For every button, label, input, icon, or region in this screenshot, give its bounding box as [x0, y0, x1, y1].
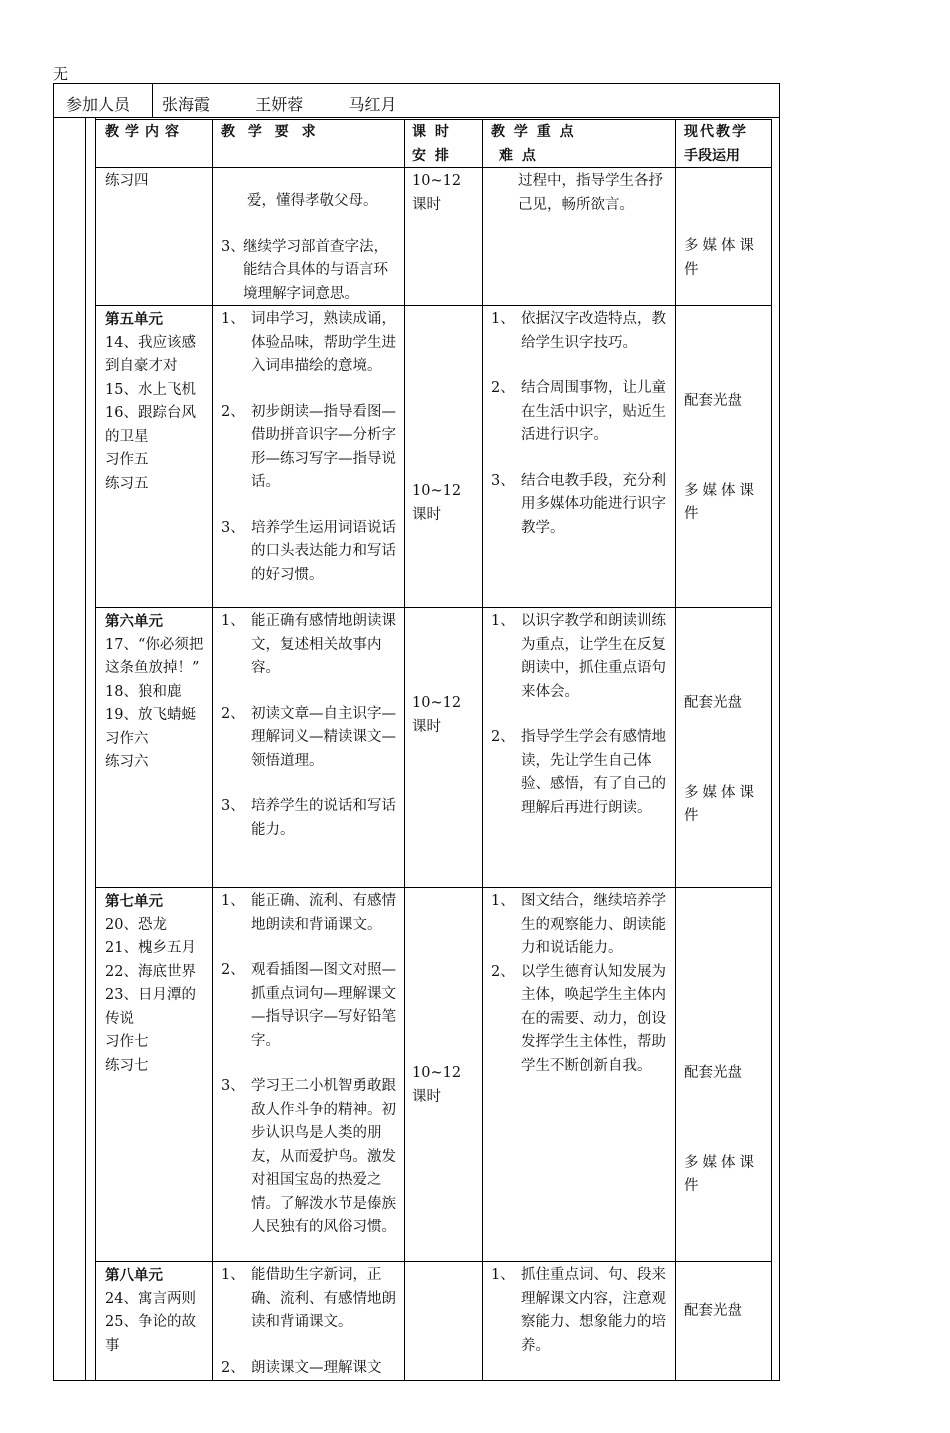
row-content [105, 308, 205, 496]
row-focus [491, 1264, 669, 1358]
top-note: 无 [53, 65, 69, 83]
content-line: 25、争论的故事 [105, 1314, 196, 1354]
content-line: 17、“你必须把这条鱼放掉！” [105, 636, 204, 676]
focus-text: 以识字教学和朗读训练为重点，让学生在反复朗读中，抓住重点语句来体会。 [521, 613, 666, 700]
focus-item [491, 726, 669, 820]
focus-number: 1、 [491, 893, 515, 909]
table-border [95, 607, 772, 608]
row-content [105, 170, 209, 194]
focus-number: 3、 [491, 472, 515, 489]
focus-text: 图文结合，继续培养学生的观察能力、朗读能力和说话能力。 [521, 893, 666, 956]
requirement-text: 朗读课文—理解课文 [251, 1359, 382, 1376]
content-line: 23、日月潭的传说 [105, 987, 196, 1027]
requirement-number: 1、 [221, 613, 245, 629]
header-hours-line1: 课 时 [412, 124, 451, 140]
requirement-item [221, 401, 399, 495]
focus-number: 1、 [491, 613, 515, 629]
focus-item [491, 470, 669, 541]
requirement-item [221, 1357, 399, 1381]
row-hours: 10~12 课时 [412, 1065, 462, 1105]
table-border [95, 117, 96, 1381]
header-content: 教学内容 [105, 124, 185, 140]
requirement-item [221, 795, 399, 842]
focus-number: 2、 [491, 729, 515, 745]
row-media [684, 390, 766, 527]
content-line: 练习六 [105, 754, 149, 770]
header-focus-line2: 难 点 [499, 148, 538, 164]
row-hours: 10~12 课时 [412, 173, 462, 213]
content-line: 15、水上飞机 [105, 381, 196, 398]
table-border [53, 83, 780, 84]
media-item: 多媒体课件 [684, 784, 758, 824]
requirement-item [221, 236, 397, 307]
focus-item [491, 610, 669, 704]
header-hours-line2: 安 排 [412, 148, 451, 164]
row-requirements [221, 1264, 399, 1380]
focus-text: 抓住重点词、句、段来理解课文内容，注意观察能力、想象能力的培养。 [521, 1267, 666, 1354]
header-media [684, 120, 748, 168]
focus-text: 以学生德育认知发展为主体，唤起学生主体内在的需要、动力，创设发挥学生主体性，帮助学生不断创新自我。 [521, 963, 666, 1074]
header-hours [412, 120, 451, 168]
table-border [212, 119, 213, 1381]
row-media [684, 1300, 766, 1324]
focus-number: 1、 [491, 311, 515, 327]
requirement-text: 词串学习，熟读成诵，体验品味，帮助学生进入词串描绘的意境。 [251, 311, 396, 374]
focus-item [491, 961, 669, 1079]
requirement-text: 观看插图—图文对照—抓重点词句—理解课文—指导识字—写好铅笔字。 [251, 962, 396, 1049]
requirement-number: 1、 [221, 311, 245, 327]
header-requirements: 教 学 要 求 [221, 124, 320, 140]
requirement-number: 1、 [221, 1267, 245, 1283]
requirement-number: 2、 [221, 403, 245, 420]
header-media-line1: 现代教学 [684, 124, 748, 140]
requirement-number: 2、 [221, 705, 245, 722]
row-media [684, 235, 764, 282]
row-focus [491, 170, 669, 217]
content-line: 24、寓言两则 [105, 1290, 196, 1307]
header-focus-line1: 教 学 重 点 [491, 124, 576, 140]
row-requirements [221, 308, 399, 587]
table-border [95, 887, 772, 888]
row-requirements [221, 890, 399, 1240]
row-focus [491, 308, 669, 540]
row-media [684, 692, 766, 829]
media-item: 配套光盘 [684, 695, 742, 711]
table-border [53, 117, 780, 118]
content-line: 习作七 [105, 1034, 149, 1050]
requirement-number: 3、 [221, 519, 245, 536]
table-border [779, 83, 780, 1381]
table-border [53, 1380, 780, 1381]
requirement-item [221, 610, 399, 681]
header-focus [491, 120, 576, 168]
table-border [482, 119, 483, 1381]
focus-text: 依据汉字改造特点，教给学生识字技巧。 [521, 311, 666, 351]
focus-number: 1、 [491, 1267, 515, 1283]
requirement-item [221, 1264, 399, 1335]
media-item: 配套光盘 [684, 393, 742, 409]
content-line: 19、放飞蜻蜓 [105, 707, 196, 723]
media-item: 配套光盘 [684, 1065, 742, 1081]
requirement-item [221, 959, 399, 1053]
focus-item [491, 377, 669, 448]
unit-title: 第六单元 [105, 613, 163, 630]
requirement-text: 培养学生运用词语说话的口头表达能力和写话的好习惯。 [251, 519, 396, 583]
row-focus [491, 890, 669, 1078]
participants-label: 参加人员 [66, 95, 131, 114]
requirement-number: 3、 [221, 238, 245, 255]
requirement-text: 能正确有感情地朗读课文，复述相关故事内容。 [251, 613, 396, 676]
requirement-text: 初步朗读—指导看图—借助拼音识字—分析字形—练习写字—指导说话。 [251, 403, 396, 490]
table-border [152, 83, 153, 118]
media-item: 多媒体课件 [684, 1154, 758, 1194]
row-hours: 10~12 课时 [412, 483, 462, 523]
content-line: 习作六 [105, 730, 149, 747]
requirement-item [221, 703, 399, 774]
row-requirements [221, 190, 397, 306]
requirement-item [221, 308, 399, 379]
content-line: 习作五 [105, 452, 149, 468]
content-line: 21、槐乡五月 [105, 940, 196, 956]
table-border [771, 119, 772, 1381]
row-media [684, 1062, 766, 1199]
focus-item [491, 1264, 669, 1358]
unit-title: 第八单元 [105, 1267, 163, 1284]
focus-continued: 过程中，指导学生各抒己见，畅所欲言。 [518, 173, 663, 213]
row-content [105, 890, 205, 1078]
media-item: 多媒体课件 [684, 482, 758, 522]
content-line: 14、我应该感到自豪才对 [105, 334, 196, 374]
content-line: 18、狼和鹿 [105, 683, 182, 700]
focus-item [491, 308, 669, 355]
table-border [53, 83, 54, 1381]
focus-item [491, 890, 669, 961]
requirement-text: 继续学习部首查字法，能结合具体的与语言环境理解字词意思。 [243, 238, 388, 302]
unit-title: 第五单元 [105, 311, 163, 328]
unit-title: 第七单元 [105, 893, 163, 910]
requirement-text: 能正确、流利、有感情地朗读和背诵课文。 [251, 893, 396, 933]
requirement-number: 2、 [221, 962, 245, 978]
content-line: 练习四 [105, 173, 149, 189]
requirement-number: 2、 [221, 1359, 245, 1376]
row-focus [491, 610, 669, 820]
requirement-text: 培养学生的说话和写话能力。 [251, 798, 396, 838]
requirement-text: 能借助生字新词，正确、流利、有感情地朗读和背诵课文。 [251, 1267, 396, 1330]
requirement-item [221, 1075, 399, 1240]
requirement-number: 3、 [221, 1078, 245, 1094]
row-requirements [221, 610, 399, 842]
media-item: 配套光盘 [684, 1303, 742, 1319]
content-line: 20、恐龙 [105, 916, 167, 933]
requirement-number: 1、 [221, 893, 245, 909]
media-item: 多媒体课件 [684, 238, 758, 278]
requirement-continued: 爱，懂得孝敬父母。 [247, 193, 378, 209]
focus-text: 结合周围事物，让儿童在生活中识字，贴近生活进行识字。 [521, 380, 666, 443]
focus-number: 2、 [491, 963, 515, 980]
header-media-line2: 手段运用 [684, 148, 740, 164]
participants-names: 张海霞 王妍蓉 马红月 [162, 95, 397, 114]
table-border [95, 1261, 772, 1262]
row-content [105, 1264, 205, 1358]
requirement-text: 初读文章—自主识字—理解词义—精读课文—领悟道理。 [251, 705, 396, 769]
table-border [95, 305, 772, 306]
requirement-item [221, 517, 399, 588]
requirement-item [221, 890, 399, 937]
requirement-number: 3、 [221, 798, 245, 814]
row-hours: 10~12 课时 [412, 695, 462, 735]
content-line: 22、海底世界 [105, 963, 196, 980]
table-border [404, 119, 405, 1381]
content-line: 练习七 [105, 1057, 149, 1074]
content-line: 练习五 [105, 475, 149, 492]
focus-text: 指导学生学会有感情地读，先让学生自己体验、感悟，有了自己的理解后再进行朗读。 [521, 729, 666, 816]
row-content [105, 610, 205, 775]
content-line: 16、跟踪台风的卫星 [105, 405, 196, 445]
table-border [85, 117, 86, 1381]
table-border [675, 119, 676, 1381]
requirement-text: 学习王二小机智勇敢跟敌人作斗争的精神。初步认识鸟是人类的朋友，从而爱护鸟。激发对祖国宝岛的热爱之情。了解泼水节是傣族人民独有的风俗习惯。 [251, 1078, 396, 1235]
focus-number: 2、 [491, 380, 515, 396]
focus-text: 结合电教手段，充分利用多媒体功能进行识字教学。 [521, 472, 666, 536]
